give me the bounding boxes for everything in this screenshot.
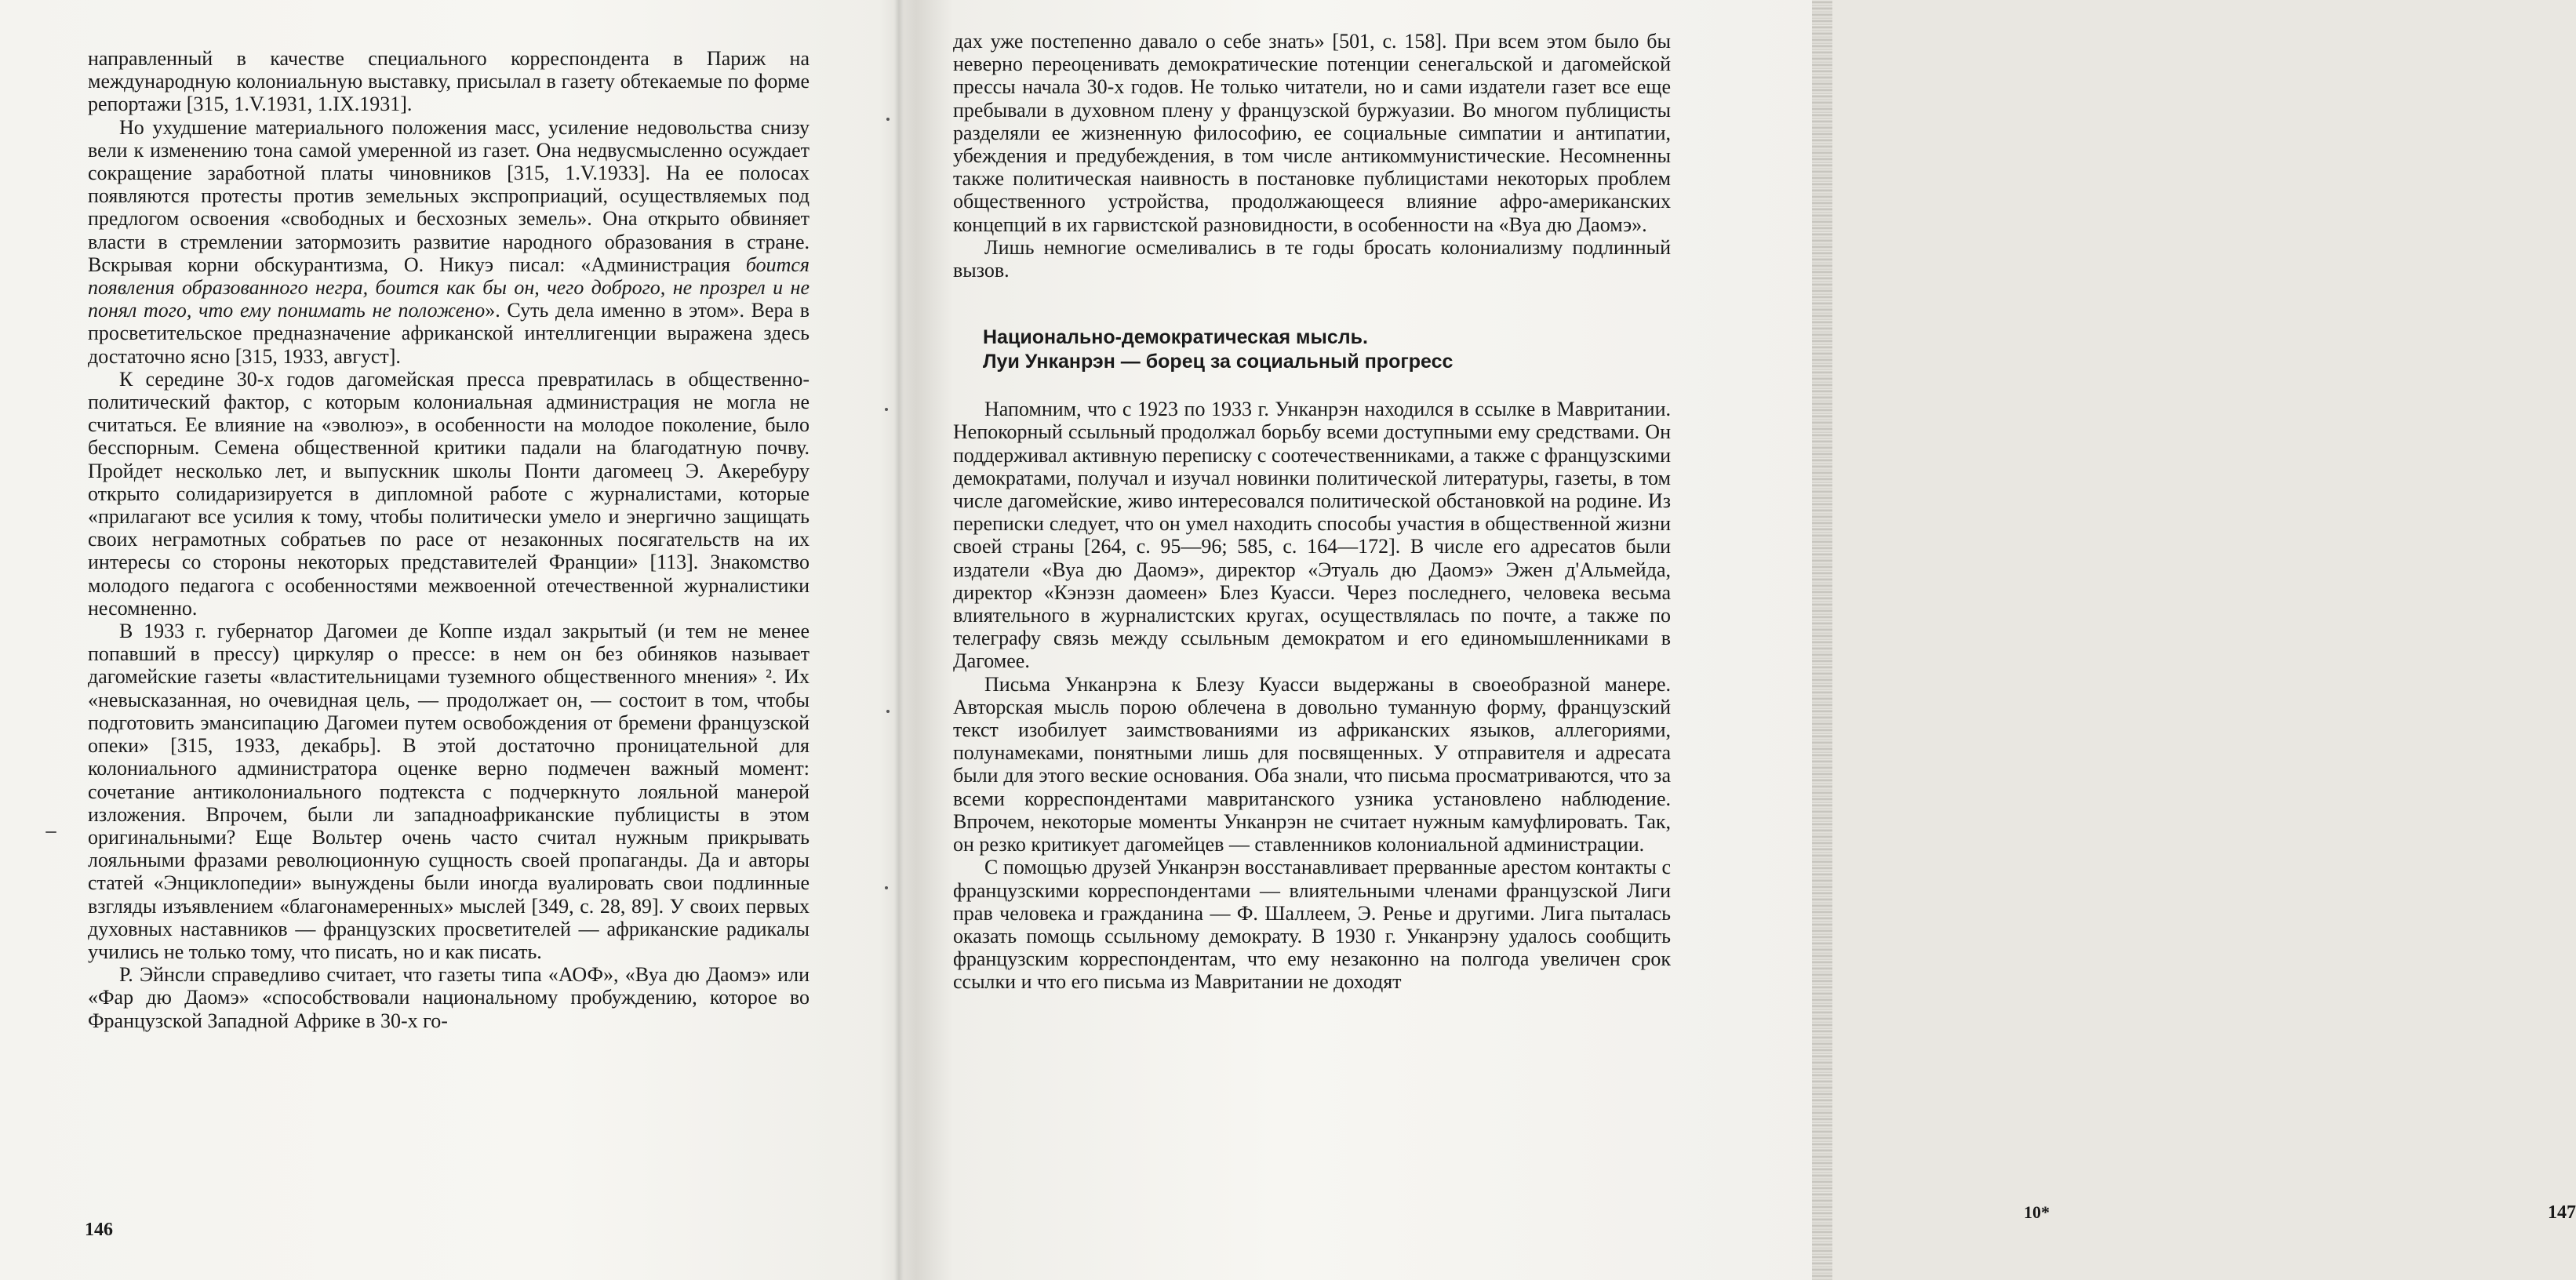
paragraph: Р. Эйнсли справедливо считает, что газеты типа «АОФ», «Вуа дю Даомэ» или «Фар дю Даомэ» «способствовали национальному пробуждению, которое во Французской Западной Африке в 30-х го- xyxy=(88,963,810,1032)
right-page-body xyxy=(953,30,1671,994)
left-page-body xyxy=(88,47,810,1032)
paragraph: направленный в качестве специального корреспондента в Париж на международную колониальную выставку, присылал в газету обтекаемые по форме репортажи [315, 1.V.1931, 1.IX.1931]. xyxy=(88,47,810,116)
page-number: 146 xyxy=(85,1220,113,1240)
section-heading-line: Луи Унканрэн — борец за социальный прогресс xyxy=(983,351,1454,373)
paragraph: В 1933 г. губернатор Дагомеи де Коппе издал закрытый (и тем не менее попавший в прессу) циркуляр о прессе: в нем он без обиняков называет дагомейские газеты «властительницами туземного общественного мнения» ². Их «невысказанная, но очевидная цель, — продолжает он, — состоит в том, чтобы подготовить эмансипацию Дагомеи путем освобождения от бремени французской опеки» [315, 1933, декабрь]. В этой достаточно проницательной для колониального администратора оценке верно подмечен важный момент: сочетание антиколониального подтекста с подчеркнуто лояльной манерой изложения. Впрочем, были ли западноафриканские публицисты в этом оригинальными? Еще Вольтер очень часто считал нужным прикрывать лояльными фразами революционную сущность своей пропаганды. Да и авторы статей «Энциклопедии» вынуждены были иногда вуалировать свои подлинные взгляды изъявлением «благонамеренных» мыслей [349, с. 28, 89]. У своих первых духовных наставников — французских просветителей — африканские радикалы учились не только тому, что писать, но и как писать. xyxy=(88,620,810,963)
paragraph: дах уже постепенно давало о себе знать» [501, с. 158]. При всем этом было бы неверно переоценивать демократические потенции сенегальской и дагомейской прессы начала 30-х годов. Не только читатели, но и сами издатели газет все еще пребывали в духовном плену у французской буржуазии. Во многом публицисты разделяли ее жизненную философию, ее социальные симпатии и антипатии, убеждения и предубеждения, в том числе антикоммунистические. Несомненны также политическая наивность в постановке публицистами некоторых проблем общественного устройства, продолжающееся влияние афро-американских концепций в их гарвистской разновидности, в особенности на «Вуа дю Даомэ». xyxy=(953,30,1671,236)
page-number: 147 xyxy=(2548,1202,2576,1223)
left-page xyxy=(0,0,902,1280)
paragraph: Письма Унканрэна к Блезу Куасси выдержаны в своеобразной манере. Авторская мысль порою облечена в довольно туманную форму, французский текст изобилует заимствованиями из африканских языков, аллегориями, полунамеками, понятными лишь для посвященных. У отправителя и адресата были для этого веские основания. Оба знали, что письма просматриваются, что за всеми корреспондентами мавританского узника установлено наблюдение. Впрочем, некоторые моменты Унканрэн не считает нужным камуфлировать. Так, он резко критикует дагомейцев — ставленников колониальной администрации. xyxy=(953,672,1671,856)
print-speck xyxy=(45,831,56,833)
paragraph: С помощью друзей Унканрэн восстанавливает прерванные арестом контакты с французскими корреспондентами — влиятельными членами французской Лиги прав человека и гражданина — Ф. Шаллеем, Э. Ренье и другими. Лига пыталась оказать помощь ссыльному демократу. В 1930 г. Унканрэну удалось сообщить французским корреспондентам, что ему незаконно на полгода увеличен срок ссылки и что его письма из Мавритании не доходят xyxy=(953,856,1671,994)
section-heading xyxy=(983,325,1671,374)
paragraph: К середине 30-х годов дагомейская пресса превратилась в общественно-политический фактор, с которым колониальная администрация не могла не считаться. Ее влияние на «эволюэ», в особенности на молодое поколение, было бесспорным. Семена общественной критики падали на благодатную почву. Пройдет несколько лет, и выпускник школы Понти дагомеец Э. Акеребуру открыто солидаризируется в дипломной работе с журналистами, которые «прилагают все усилия к тому, чтобы политически умело и энергично защищать своих неграмотных собратьев по расе от незаконных посягательств на их интересы со стороны некоторых представителей Франции» [113]. Знакомство молодого педагога с особенностями межвоенной отечественной журналистики несомненно. xyxy=(88,367,810,620)
print-speck xyxy=(886,118,890,121)
print-speck xyxy=(885,408,888,411)
paragraph xyxy=(88,116,810,368)
text-span: ». Суть дела именно в этом». Вера в просветительское предназначение африканской интеллигенции выражена здесь достаточно ясно [315, 1933, август]. xyxy=(88,299,810,368)
print-speck xyxy=(885,886,888,889)
signature-mark: 10* xyxy=(2024,1202,2050,1222)
paragraph: Напомним, что с 1923 по 1933 г. Унканрэн находился в ссылке в Мавритании. Непокорный ссыльный продолжал борьбу всеми доступными ему средствами. Он поддерживал активную переписку с соотечественниками, а также с французскими демократами, получал и изучал новинки политической литературы, газеты, в том числе дагомейские, живо интересовался политической обстановкой на родине. Из переписки следует, что он умел находить способы участия в общественной жизни своей страны [264, с. 95—96; 585, с. 164—172]. В числе его адресатов были издатели «Вуа дю Даомэ», директор «Этуаль дю Даомэ» Эжен д'Альмейда, директор «Кэнэзн даомеен» Блез Куасси. Через последнего, человека весьма влиятельного в журналистских кругах, осуществлялась по почте, а также по телеграфу связь между ссыльным демократом и его единомышленниками в Дагомее. xyxy=(953,398,1671,673)
italic-quote: боится появления образованного негра, боится как бы он, чего доброго, не прозрел и не понял того, что ему понимать не положено xyxy=(88,253,810,322)
paragraph: Лишь немногие осмеливались в те годы бросать колониализму подлинный вызов. xyxy=(953,235,1671,282)
print-speck xyxy=(886,710,890,713)
text-span: Но ухудшение материального положения масс, усиление недовольства снизу вели к изменению тона самой умеренной из газет. Она недвусмысленно осуждает сокращение заработной платы чиновников [315, 1.V.1933]. На ее полосах появляются протесты против земельных экспроприаций, осуществляемых под предлогом освоения «свободных и бесхозных земель». Она открыто обвиняет власти в стремлении затормозить развитие народного образования в стране. Вскрывая корни обскурантизма, О. Никуэ писал: «Администрация xyxy=(88,115,810,276)
section-heading-line: Национально-демократическая мысль. xyxy=(983,326,1368,349)
